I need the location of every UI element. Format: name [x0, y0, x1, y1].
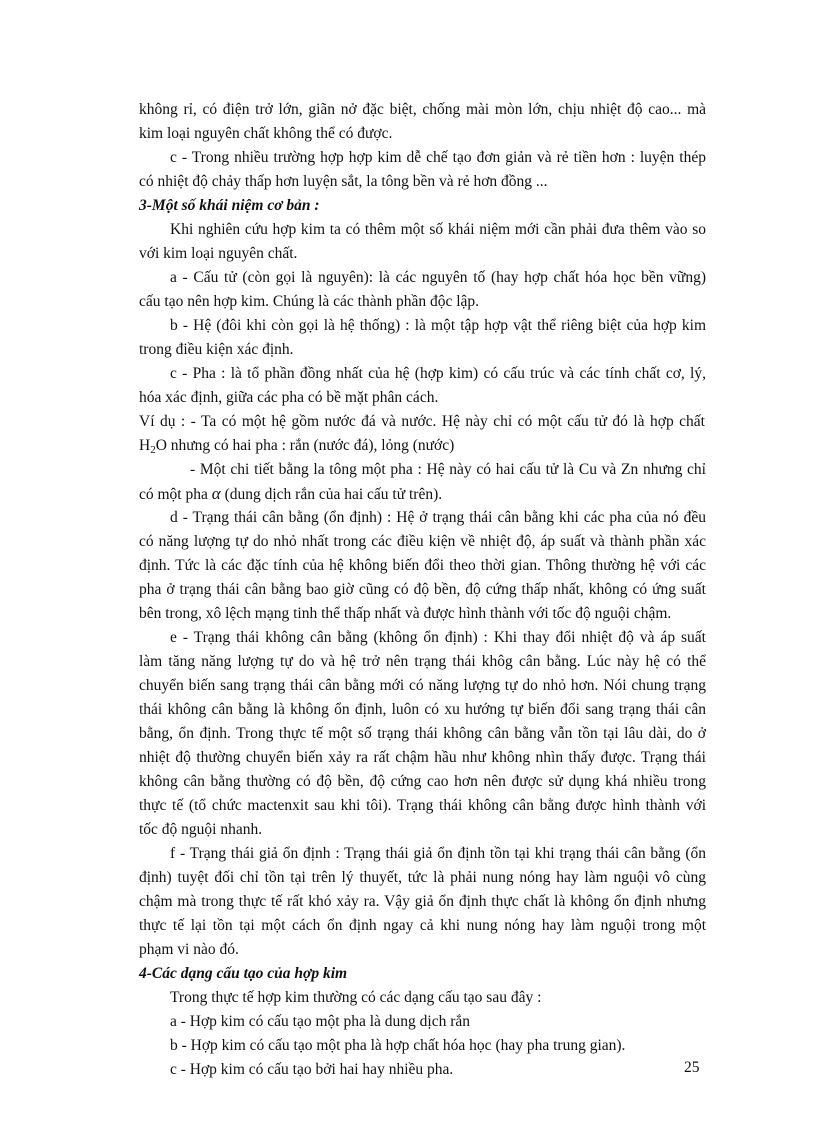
formula-subscript: 2: [150, 444, 156, 456]
text-line: với kim loại nguyên chất.: [139, 245, 298, 262]
text-line: không rỉ, có điện trở lớn, giãn nở đặc biệt, chống mài mòn lớn, chịu nhiệt độ cao... mà: [139, 101, 706, 118]
text-line-alpha: [139, 483, 442, 507]
text-line: thái không cân bằng là không ổn định, luôn có xu hướng tự biến đổi sang trạng thái cân: [139, 701, 706, 718]
list-item: a - Hợp kim có cấu tạo một pha là dung dịch rắn: [170, 1013, 471, 1030]
text-line: có nhiệt độ chảy thấp hơn luyện sắt, la tông bền và rẻ hơn đồng ...: [139, 173, 548, 190]
text-line: chậm mà trong thực tế rất khó xảy ra. Vậy giả ổn định thực chất là không ổn định nhưng: [139, 893, 706, 910]
text-line: thực tế (tổ chức mactenxit sau khi tôi). Trạng thái không cân bằng được hình thành với: [139, 797, 706, 814]
text-line: tốc độ nguội nhanh.: [139, 821, 263, 838]
text-line: - Một chi tiết bằng la tông một pha : Hệ này có hai cấu tử là Cu và Zn nhưng chỉ: [190, 461, 706, 478]
text-line: a - Cấu tử (còn gọi là nguyên): là các nguyên tố (hay hợp chất hóa học bền vững): [170, 269, 706, 286]
text-line: chuyển biến sang trạng thái cân bằng mới có năng lượng tự do nhỏ hơn. Nói chung trạng: [139, 677, 706, 694]
text-line: hóa xác định, giữa các pha có bề mặt phân cách.: [139, 389, 439, 406]
water-line-text: O nhưng có hai pha : rắn (nước đá), lỏng (nước): [155, 437, 455, 454]
text-line: có năng lượng tự do nhỏ nhất trong các điều kiện về nhiệt độ, áp suất và thành phần xác: [139, 533, 706, 550]
text-line: không cân bằng thường có độ bền, độ cứng cao hơn nên được sử dụng khá nhiều trong: [139, 773, 706, 790]
text-line-water: [139, 435, 454, 459]
alpha-line-post: (dung dịch rắn của hai cấu tử trên).: [220, 486, 443, 503]
alpha-symbol: α: [211, 484, 221, 503]
text-line: Ví dụ : - Ta có một hệ gồm nước đá và nước. Hệ này chỉ có một cấu tử đó là hợp chất: [139, 413, 705, 430]
text-line: định) tuyệt đối chỉ tồn tại trên lý thuyết, tức là phải nung nóng hay làm nguội vô cùng: [139, 869, 706, 886]
text-line: kim loại nguyên chất không thể có được.: [139, 125, 393, 142]
text-line: e - Trạng thái không cân bằng (không ổn định) : Khi thay đổi nhiệt độ và áp suất: [170, 629, 706, 646]
text-line: f - Trạng thái giả ổn định : Trạng thái giả ổn định tồn tại khi trạng thái cân bằng (ổn: [170, 845, 706, 862]
text-line: Khi nghiên cứu hợp kim ta có thêm một số khái niệm mới cần phải đưa thêm vào so: [170, 221, 706, 238]
section-heading: 4-Các dạng cấu tạo của hợp kim: [139, 965, 348, 982]
text-line: b - Hệ (đôi khi còn gọi là hệ thống) : là một tập hợp vật thể riêng biệt của hợp kim: [170, 317, 706, 334]
alpha-line-pre: có một pha: [139, 486, 212, 503]
text-line: thực tế lại tồn tại một cách ổn định ngay cả khi nung nóng hay làm nguội trong một: [139, 917, 706, 934]
text-line: bên trong, xô lệch mạng tinh thể thấp nhất và được hình thành với tốc độ nguội chậm.: [139, 605, 672, 622]
formula-h: H: [139, 437, 151, 454]
list-item: c - Hợp kim có cấu tạo bởi hai hay nhiều pha.: [170, 1061, 454, 1078]
text-line: phạm vi nào đó.: [139, 941, 239, 958]
text-line: định. Tức là các đặc tính của hệ không biến đổi theo thời gian. Thông thường hệ với các: [139, 557, 706, 574]
text-line: c - Pha : là tổ phần đồng nhất của hệ (hợp kim) có cấu trúc và các tính chất cơ, lý,: [170, 365, 706, 382]
page-number: 25: [684, 1059, 700, 1076]
section-heading: 3-Một số khái niệm cơ bản :: [139, 197, 320, 214]
text-line: trong điều kiện xác định.: [139, 341, 294, 358]
list-item: b - Hợp kim có cấu tạo một pha là hợp chất hóa học (hay pha trung gian).: [170, 1037, 626, 1054]
text-line: d - Trạng thái cân bằng (ổn định) : Hệ ở trạng thái cân bằng khi các pha của nó đều: [170, 509, 706, 526]
text-line: làm tăng năng lượng tự do và hệ trở nên trạng thái khôg cân bằng. Lúc này hệ có thể: [139, 653, 706, 670]
text-line: pha ở trạng thái cân bằng bao giờ cũng có độ bền, độ cứng thấp nhất, không có ứng suất: [139, 581, 706, 598]
text-line: bằng, ổn định. Trong thực tế một số trạng thái không cân bằng vẫn tồn tại lâu dài, do ở: [139, 725, 706, 742]
text-line: cấu tạo nên hợp kim. Chúng là các thành phần độc lập.: [139, 293, 480, 310]
text-line: nhiệt độ thường chuyển biến xảy ra rất chậm hầu như không nhìn thấy được. Trạng thái: [139, 749, 706, 766]
text-line: c - Trong nhiều trường hợp hợp kim dễ chế tạo đơn giản và rẻ tiền hơn : luyện thép: [170, 149, 706, 166]
text-line: Trong thực tế hợp kim thường có các dạng cấu tạo sau đây :: [170, 989, 542, 1006]
